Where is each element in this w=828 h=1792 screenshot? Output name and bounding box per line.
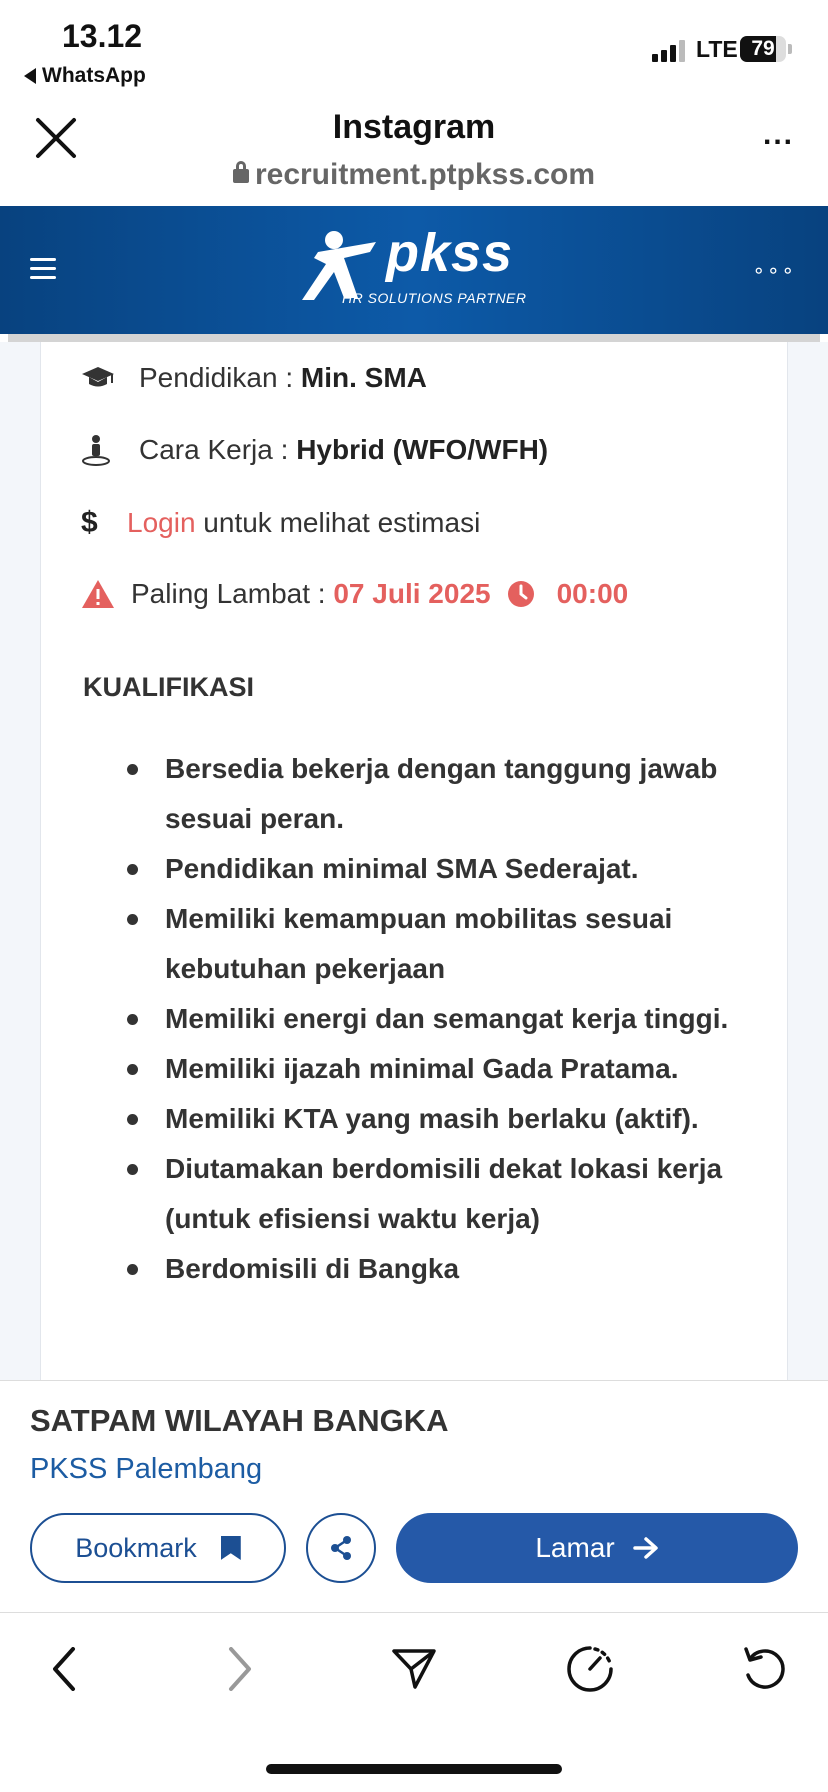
page-content — [0, 342, 828, 1380]
battery-tip — [788, 44, 792, 54]
work-mode-value: Hybrid (WFO/WFH) — [296, 434, 549, 465]
site-navbar — [0, 206, 828, 334]
status-time: 13.12 — [62, 18, 143, 54]
education-row — [81, 362, 427, 394]
more-options-button[interactable]: ... — [762, 118, 794, 151]
url-bar[interactable] — [0, 158, 828, 192]
share-icon — [328, 1535, 354, 1561]
list-item: Berdomisili di Bangka — [123, 1244, 773, 1294]
deadline-row — [81, 578, 628, 610]
browser-header — [0, 96, 828, 206]
url-text: recruitment.ptpkss.com — [254, 158, 596, 191]
company-link[interactable]: PKSS Palembang — [30, 1453, 263, 1485]
bookmark-label: Bookmark — [75, 1532, 197, 1563]
deadline-time: 00:00 — [556, 578, 629, 609]
job-detail-card — [40, 342, 788, 1380]
chevron-left-icon — [49, 1647, 79, 1691]
hamburger-menu-icon[interactable] — [30, 258, 56, 285]
gauge-icon — [565, 1644, 615, 1694]
salary-text: untuk melihat estimasi — [203, 507, 481, 538]
list-item: Memiliki KTA yang masih berlaku (aktif). — [123, 1094, 773, 1144]
job-title: SATPAM WILAYAH BANGKA — [30, 1403, 449, 1438]
battery-icon — [740, 36, 786, 62]
clock-icon — [507, 580, 535, 608]
work-mode-label: Cara Kerja : — [139, 434, 289, 465]
graduation-cap-icon — [81, 365, 131, 391]
qualifications-heading: KUALIFIKASI — [83, 672, 254, 702]
browser-title: Instagram — [332, 108, 496, 146]
nav-more-icon[interactable]: ∘∘∘ — [752, 260, 796, 282]
pkss-logo[interactable] — [300, 223, 540, 314]
network-type: LTE — [696, 36, 738, 62]
speed-button[interactable] — [560, 1639, 620, 1699]
battery-level: 79 — [751, 37, 775, 60]
login-link[interactable]: Login — [127, 507, 196, 538]
list-item: Bersedia bekerja dengan tanggung jawab sesuai peran. — [123, 744, 773, 844]
back-triangle-icon — [24, 68, 36, 84]
deadline-date: 07 Juli 2025 — [333, 578, 491, 609]
reload-button[interactable] — [734, 1639, 794, 1699]
dollar-icon: $ — [81, 506, 98, 539]
bookmark-button[interactable] — [30, 1513, 286, 1583]
person-location-icon — [81, 434, 131, 466]
back-button[interactable] — [34, 1639, 94, 1699]
education-value: Min. SMA — [300, 362, 427, 393]
bookmark-icon — [221, 1536, 241, 1560]
deadline-label: Paling Lambat : — [131, 578, 326, 609]
reload-icon — [740, 1645, 788, 1693]
list-item: Diutamakan berdomisili dekat lokasi kerja (untuk efisiensi waktu kerja) — [123, 1144, 773, 1244]
salary-row — [81, 506, 480, 540]
apply-button[interactable] — [396, 1513, 798, 1583]
warning-icon — [81, 579, 131, 609]
qualifications-list — [123, 744, 773, 1294]
education-label: Pendidikan : — [139, 362, 294, 393]
lock-icon — [233, 169, 249, 183]
back-to-app-link[interactable] — [24, 64, 146, 88]
apply-label: Lamar — [535, 1532, 615, 1563]
list-item: Memiliki kemampuan mobilitas sesuai kebutuhan pekerjaan — [123, 894, 773, 994]
status-bar — [0, 0, 828, 96]
logo-text: pkss — [386, 223, 514, 283]
home-indicator[interactable] — [266, 1764, 562, 1774]
chevron-right-icon — [225, 1647, 255, 1691]
list-item: Pendidikan minimal SMA Sederajat. — [123, 844, 773, 894]
forward-button[interactable] — [210, 1639, 270, 1699]
job-action-panel — [0, 1380, 828, 1612]
send-icon — [391, 1647, 437, 1691]
signal-icon — [652, 38, 685, 62]
logo-tagline: HR SOLUTIONS PARTNER — [342, 290, 527, 306]
arrow-right-icon — [633, 1537, 659, 1559]
send-button[interactable] — [384, 1639, 444, 1699]
back-app-label: WhatsApp — [42, 64, 146, 87]
nav-shadow — [8, 334, 820, 342]
work-mode-row — [81, 434, 548, 466]
list-item: Memiliki energi dan semangat kerja tinggi. — [123, 994, 773, 1044]
share-button[interactable] — [306, 1513, 376, 1583]
list-item: Memiliki ijazah minimal Gada Pratama. — [123, 1044, 773, 1094]
